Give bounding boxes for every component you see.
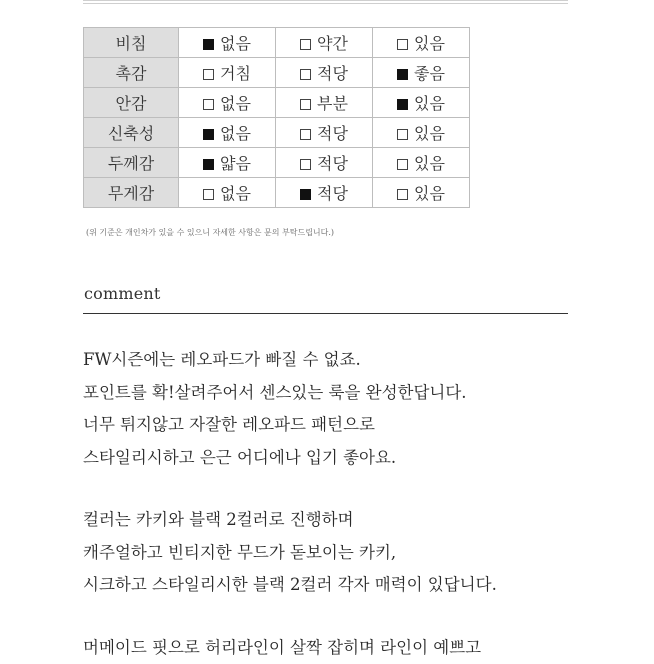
spec-option <box>373 178 470 208</box>
spec-option-label: 있음 <box>414 124 445 143</box>
spec-option-label: 거침 <box>220 64 251 83</box>
spec-option-label: 없음 <box>220 184 251 203</box>
unchecked-box-icon <box>300 69 311 80</box>
spec-option <box>373 118 470 148</box>
spec-option-label: 없음 <box>220 94 251 113</box>
checked-box-icon <box>203 39 214 50</box>
spec-option <box>373 148 470 178</box>
comment-line: 캐주얼하고 빈티지한 무드가 돋보이는 카키, <box>83 537 573 570</box>
spec-option <box>373 58 470 88</box>
spec-option-label: 있음 <box>414 184 445 203</box>
comment-line: FW시즌에는 레오파드가 빠질 수 없죠. <box>83 344 573 377</box>
comment-line: 너무 튀지않고 자잘한 레오파드 패턴으로 <box>83 409 573 442</box>
spec-option-label: 있음 <box>414 34 445 53</box>
spec-option-label: 좋음 <box>414 64 445 83</box>
spec-option-label: 적당 <box>317 124 348 143</box>
unchecked-box-icon <box>203 69 214 80</box>
comment-title: comment <box>84 284 161 303</box>
spec-option-label: 없음 <box>220 34 251 53</box>
comment-body <box>83 344 573 664</box>
spec-option-label: 약간 <box>317 34 348 53</box>
spec-row-label: 안감 <box>84 88 179 118</box>
unchecked-box-icon <box>397 189 408 200</box>
spec-option-label: 적당 <box>317 154 348 173</box>
fabric-spec-table <box>83 27 470 208</box>
spec-row-label: 무게감 <box>84 178 179 208</box>
unchecked-box-icon <box>397 159 408 170</box>
unchecked-box-icon <box>300 129 311 140</box>
unchecked-box-icon <box>300 99 311 110</box>
unchecked-box-icon <box>203 189 214 200</box>
unchecked-box-icon <box>300 39 311 50</box>
comment-line: 스타일리시하고 은근 어디에나 입기 좋아요. <box>83 442 573 475</box>
comment-line: 머메이드 핏으로 허리라인이 살짝 잡히며 라인이 예쁘고 <box>83 632 573 664</box>
spec-option <box>373 88 470 118</box>
spec-option-label: 있음 <box>414 154 445 173</box>
unchecked-box-icon <box>300 159 311 170</box>
spec-option <box>179 148 276 178</box>
comment-line: 시크하고 스타일리시한 블랙 2컬러 각자 매력이 있답니다. <box>83 569 573 602</box>
spec-row <box>84 148 470 178</box>
spec-row-label: 촉감 <box>84 58 179 88</box>
checked-box-icon <box>397 69 408 80</box>
spec-option <box>276 58 373 88</box>
comment-line: 포인트를 확!살려주어서 센스있는 룩을 완성한답니다. <box>83 377 573 410</box>
spec-row-label: 신축성 <box>84 118 179 148</box>
spec-option <box>179 118 276 148</box>
checked-box-icon <box>203 159 214 170</box>
comment-line: 컬러는 카키와 블랙 2컬러로 진행하며 <box>83 504 573 537</box>
spec-option-label: 없음 <box>220 124 251 143</box>
spec-option <box>373 28 470 58</box>
spec-option-label: 부분 <box>317 94 348 113</box>
spec-table-body <box>84 28 470 208</box>
spec-row <box>84 178 470 208</box>
spec-option <box>276 118 373 148</box>
spec-option <box>179 178 276 208</box>
checked-box-icon <box>300 189 311 200</box>
spec-note: (위 기준은 개인차가 있을 수 있으니 자세한 사항은 문의 부탁드립니다.) <box>86 227 334 238</box>
spec-option <box>179 58 276 88</box>
spec-row-label: 비침 <box>84 28 179 58</box>
spec-row <box>84 28 470 58</box>
spec-row <box>84 58 470 88</box>
spec-option <box>276 148 373 178</box>
unchecked-box-icon <box>397 129 408 140</box>
spec-option <box>179 28 276 58</box>
spec-option-label: 얇음 <box>220 154 251 173</box>
paragraph-gap <box>83 474 573 504</box>
spec-option <box>179 88 276 118</box>
spec-option-label: 적당 <box>317 184 348 203</box>
spec-option <box>276 88 373 118</box>
spec-option <box>276 178 373 208</box>
checked-box-icon <box>397 99 408 110</box>
spec-option <box>276 28 373 58</box>
spec-row <box>84 118 470 148</box>
paragraph-gap <box>83 602 573 632</box>
spec-row <box>84 88 470 118</box>
spec-option-label: 있음 <box>414 94 445 113</box>
comment-divider <box>83 313 568 314</box>
top-divider <box>83 0 568 4</box>
checked-box-icon <box>203 129 214 140</box>
spec-row-label: 두께감 <box>84 148 179 178</box>
unchecked-box-icon <box>203 99 214 110</box>
unchecked-box-icon <box>397 39 408 50</box>
spec-option-label: 적당 <box>317 64 348 83</box>
